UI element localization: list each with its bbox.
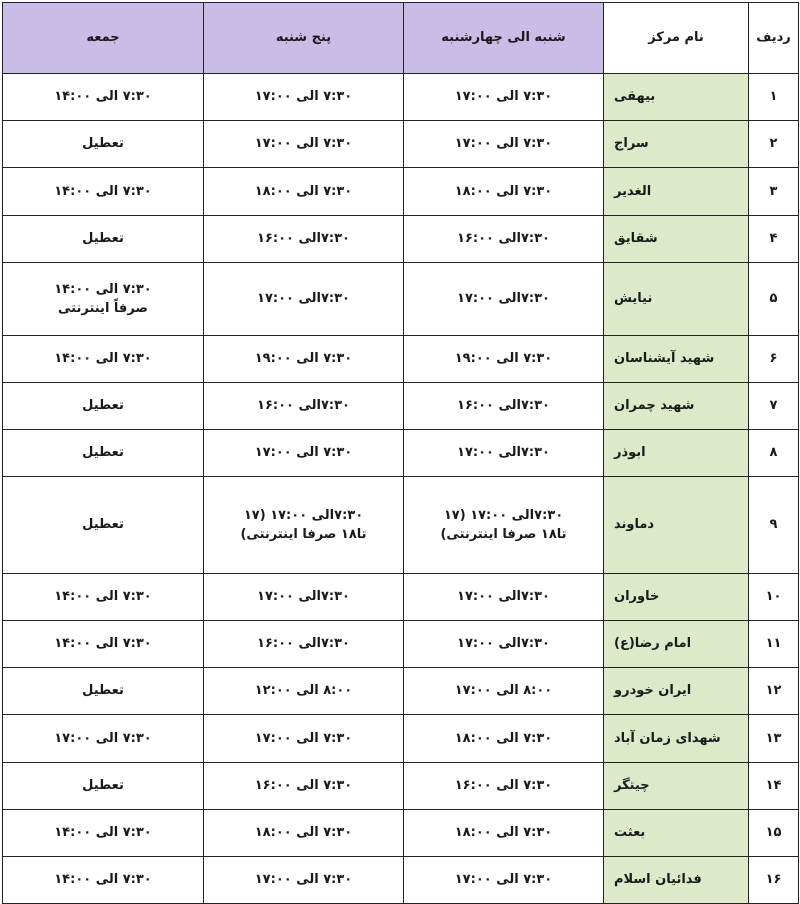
table-row: [3, 763, 799, 810]
center-name: ایران خودرو: [604, 668, 749, 715]
hours-fri: [3, 621, 204, 668]
hours-line: ۷:۳۰الی ۱۷:۰۰: [457, 589, 550, 605]
hours-thu: [204, 857, 404, 904]
hours-fri: [3, 574, 204, 621]
row-number: ۱۶: [749, 857, 799, 904]
hours-thu: [204, 168, 404, 216]
hours-fri: [3, 477, 204, 574]
hours-line: ۷:۳۰ الی ۱۸:۰۰: [454, 825, 553, 841]
hours-fri: [3, 857, 204, 904]
hours-thu: [204, 621, 404, 668]
hours-line: تعطیل: [82, 683, 124, 699]
center-name: نیایش: [604, 263, 749, 336]
hours-thu: [204, 574, 404, 621]
row-number: ۳: [749, 168, 799, 216]
hours-line: ۷:۳۰الی ۱۶:۰۰: [257, 636, 350, 652]
hours-fri: [3, 216, 204, 263]
row-number: ۱۴: [749, 763, 799, 810]
hours-line: ۷:۳۰ الی ۱۷:۰۰: [54, 730, 152, 746]
row-number: ۶: [749, 336, 799, 383]
hours-sat-wed: [404, 121, 604, 168]
center-name: الغدیر: [604, 168, 749, 216]
hours-line: ۷:۳۰ الی ۱۴:۰۰: [54, 89, 152, 105]
hours-thu: [204, 383, 404, 430]
row-number: ۱۵: [749, 810, 799, 857]
row-number: ۲: [749, 121, 799, 168]
hours-fri: [3, 383, 204, 430]
hours-line: ۷:۳۰الی ۱۶:۰۰: [257, 231, 350, 247]
table-row: [3, 121, 799, 168]
hours-sat-wed: [404, 263, 604, 336]
hours-line: تعطیل: [82, 778, 124, 794]
hours-line: ۸:۰۰ الی ۱۷:۰۰: [454, 683, 553, 699]
center-name: سراج: [604, 121, 749, 168]
hours-fri: [3, 668, 204, 715]
hours-sat-wed: [404, 574, 604, 621]
center-name: شقایق: [604, 216, 749, 263]
center-name: دماوند: [604, 477, 749, 574]
hours-line: تعطیل: [82, 517, 124, 533]
hours-fri: [3, 168, 204, 216]
hours-line: ۷:۳۰ الی ۱۴:۰۰: [54, 872, 152, 888]
center-name: خاوران: [604, 574, 749, 621]
schedule-table: [2, 2, 799, 904]
header-sat-wed: شنبه الی چهارشنبه: [404, 3, 604, 74]
hours-line: ۷:۳۰ الی ۱۷:۰۰: [454, 136, 553, 152]
center-name: شهید چمران: [604, 383, 749, 430]
hours-line: ۷:۳۰ الی ۱۴:۰۰: [54, 589, 152, 605]
table-row: [3, 857, 799, 904]
hours-sat-wed: [404, 763, 604, 810]
hours-sat-wed: [404, 857, 604, 904]
hours-thu: [204, 668, 404, 715]
table-row: [3, 715, 799, 763]
schedule-body: [3, 74, 799, 904]
hours-fri: [3, 763, 204, 810]
row-number: ۱۳: [749, 715, 799, 763]
hours-line: تعطیل: [82, 231, 124, 247]
table-row: [3, 477, 799, 574]
hours-thu: [204, 477, 404, 574]
hours-thu: [204, 763, 404, 810]
row-number: ۷: [749, 383, 799, 430]
row-number: ۱: [749, 74, 799, 121]
center-name: امام رضا(ع): [604, 621, 749, 668]
hours-line: ۷:۳۰ الی ۱۷:۰۰: [254, 136, 353, 152]
hours-line: تعطیل: [82, 445, 124, 461]
row-number: ۱۲: [749, 668, 799, 715]
hours-line: ۷:۳۰ الی ۱۶:۰۰: [254, 778, 353, 794]
hours-thu: [204, 336, 404, 383]
center-name: شهدای زمان آباد: [604, 715, 749, 763]
hours-line: ۷:۳۰الی ۱۶:۰۰: [457, 398, 550, 414]
table-row: [3, 74, 799, 121]
hours-thu: [204, 715, 404, 763]
table-row: [3, 621, 799, 668]
hours-line: ۷:۳۰الی ۱۷:۰۰: [257, 589, 350, 605]
hours-line: ۷:۳۰ الی ۱۷:۰۰: [254, 445, 353, 461]
hours-sat-wed: [404, 168, 604, 216]
hours-line: ۷:۳۰ الی ۱۷:۰۰: [254, 89, 353, 105]
hours-line: صرفاً اینترنتی: [58, 301, 148, 316]
hours-fri: [3, 810, 204, 857]
hours-thu: [204, 121, 404, 168]
hours-thu: [204, 216, 404, 263]
hours-line: ۷:۳۰ الی ۱۴:۰۰: [54, 636, 152, 652]
hours-line: ۷:۳۰ الی ۱۴:۰۰: [54, 281, 152, 297]
hours-fri: [3, 74, 204, 121]
hours-line: ۷:۳۰ الی ۱۸:۰۰: [454, 183, 553, 199]
hours-thu: [204, 430, 404, 477]
header-center-name: نام مرکز: [604, 3, 749, 74]
center-name: چیتگر: [604, 763, 749, 810]
hours-line: ۷:۳۰ الی ۱۸:۰۰: [454, 730, 553, 746]
header-row-number: ردیف: [749, 3, 799, 74]
row-number: ۸: [749, 430, 799, 477]
hours-line: ۷:۳۰ الی ۱۷:۰۰: [254, 730, 353, 746]
row-number: ۱۰: [749, 574, 799, 621]
hours-line: ۷:۳۰الی ۱۶:۰۰: [257, 398, 350, 414]
hours-thu: [204, 810, 404, 857]
row-number: ۹: [749, 477, 799, 574]
center-name: بعثت: [604, 810, 749, 857]
hours-line: ۷:۳۰الی ۱۷:۰۰ (۱۷: [443, 507, 564, 523]
hours-line: ۷:۳۰الی ۱۷:۰۰: [457, 636, 550, 652]
hours-sat-wed: [404, 477, 604, 574]
center-name: ابوذر: [604, 430, 749, 477]
hours-fri: [3, 336, 204, 383]
hours-line: تا۱۸ صرفا اینترنتی): [240, 527, 367, 542]
hours-thu: [204, 263, 404, 336]
table-row: [3, 336, 799, 383]
hours-line: ۷:۳۰ الی ۱۸:۰۰: [254, 183, 353, 199]
hours-line: ۷:۳۰ الی ۱۷:۰۰: [254, 872, 353, 888]
hours-line: ۷:۳۰ الی ۱۹:۰۰: [454, 351, 553, 367]
table-row: [3, 574, 799, 621]
hours-sat-wed: [404, 621, 604, 668]
hours-line: ۷:۳۰ الی ۱۹:۰۰: [254, 351, 353, 367]
hours-sat-wed: [404, 430, 604, 477]
center-name: فدائیان اسلام: [604, 857, 749, 904]
header-row: [3, 3, 799, 74]
hours-sat-wed: [404, 810, 604, 857]
table-row: [3, 668, 799, 715]
hours-line: ۷:۳۰الی ۱۷:۰۰ (۱۷: [243, 507, 364, 523]
table-row: [3, 168, 799, 216]
hours-line: تعطیل: [82, 136, 124, 152]
table-row: [3, 216, 799, 263]
hours-sat-wed: [404, 336, 604, 383]
table-row: [3, 430, 799, 477]
hours-sat-wed: [404, 668, 604, 715]
hours-line: ۷:۳۰ الی ۱۶:۰۰: [454, 778, 553, 794]
row-number: ۵: [749, 263, 799, 336]
hours-thu: [204, 74, 404, 121]
hours-fri: [3, 715, 204, 763]
hours-line: ۷:۳۰الی ۱۷:۰۰: [257, 291, 350, 307]
table-row: [3, 810, 799, 857]
hours-fri: [3, 121, 204, 168]
hours-line: ۷:۳۰ الی ۱۴:۰۰: [54, 183, 152, 199]
center-name: بیهقی: [604, 74, 749, 121]
header-thursday: پنج شنبه: [204, 3, 404, 74]
hours-line: تعطیل: [82, 398, 124, 414]
header-friday: جمعه: [3, 3, 204, 74]
hours-line: ۷:۳۰ الی ۱۷:۰۰: [454, 872, 553, 888]
hours-sat-wed: [404, 383, 604, 430]
hours-line: ۷:۳۰الی ۱۶:۰۰: [457, 231, 550, 247]
table-row: [3, 263, 799, 336]
row-number: ۱۱: [749, 621, 799, 668]
hours-line: ۷:۳۰ الی ۱۴:۰۰: [54, 825, 152, 841]
hours-fri: [3, 263, 204, 336]
hours-sat-wed: [404, 216, 604, 263]
hours-fri: [3, 430, 204, 477]
hours-line: ۷:۳۰ الی ۱۷:۰۰: [454, 89, 553, 105]
hours-line: ۷:۳۰ الی ۱۸:۰۰: [254, 825, 353, 841]
table-row: [3, 383, 799, 430]
center-name: شهید آیشناسان: [604, 336, 749, 383]
hours-line: ۷:۳۰ الی ۱۴:۰۰: [54, 351, 152, 367]
row-number: ۴: [749, 216, 799, 263]
hours-sat-wed: [404, 715, 604, 763]
hours-line: ۷:۳۰الی ۱۷:۰۰: [457, 445, 550, 461]
hours-sat-wed: [404, 74, 604, 121]
hours-line: ۷:۳۰الی ۱۷:۰۰: [457, 291, 550, 307]
hours-line: ۸:۰۰ الی ۱۲:۰۰: [254, 683, 353, 699]
hours-line: تا۱۸ صرفا اینترنتی): [440, 527, 567, 542]
